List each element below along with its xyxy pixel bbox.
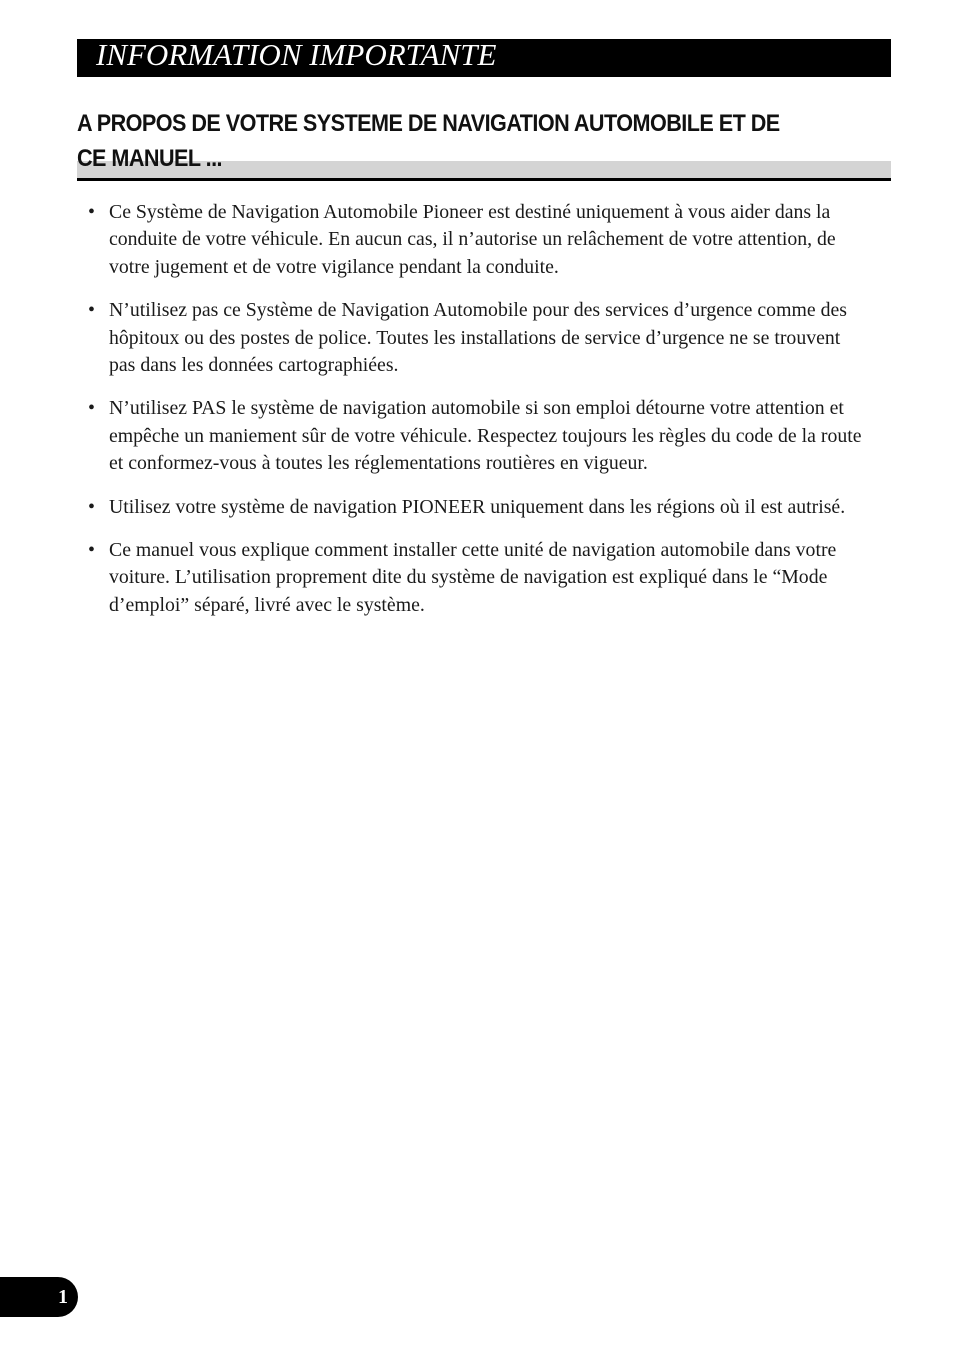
list-item-text: N’utilisez pas ce Système de Navigation Automobile pour des services d’urgence comme des hôpitoux ou des postes de police. Toutes les installations de service d’urgence ne se trouvent pas dans les données cartographiées. (109, 299, 847, 377)
bullet-icon: • (88, 201, 95, 223)
bullet-icon: • (88, 539, 95, 562)
bullet-icon: • (88, 397, 95, 420)
list-item-text: Utilisez votre système de navigation PIONEER uniquement dans les régions où il est autrisé. (109, 495, 846, 518)
page-number-tab (0, 1277, 78, 1317)
heading-rule (77, 178, 891, 181)
bullet-icon: • (88, 299, 95, 322)
list-item (84, 395, 864, 477)
list-item (84, 199, 864, 281)
section-heading (77, 106, 891, 181)
bullet-icon: • (88, 495, 95, 518)
list-item-text: Ce Système de Navigation Automobile Pioneer est destiné uniquement à vous aider dans la conduite de votre véhicule. En aucun cas, il n’autorise un relâchement de votre attention, de votre jugement et de votre vigilance pendant la conduite. (109, 201, 836, 278)
title-banner (77, 39, 891, 77)
list-item-text: N’utilisez PAS le système de navigation automobile si son emploi détourne votre attention et empêche un maniement sûr de votre véhicule. Respectez toujours les règles du code de la route et conformez-vous à toutes les réglementations routières en vigueur. (109, 397, 862, 475)
bullet-list (84, 199, 864, 635)
list-item-text: Ce manuel vous explique comment installer cette unité de navigation automobile dans votre voiture. L’utilisation proprement dite du système de navigation est expliqué dans le “Mode d’emploi” séparé, livré avec le système. (109, 539, 837, 616)
list-item (84, 537, 864, 619)
banner-title: INFORMATION IMPORTANTE (96, 37, 497, 72)
page-number: 1 (58, 1286, 68, 1308)
list-item (84, 494, 864, 521)
list-item (84, 297, 864, 379)
section-heading-text: A PROPOS DE VOTRE SYSTEME DE NAVIGATION AUTOMOBILE ET DE CE MANUEL ... (77, 110, 780, 172)
